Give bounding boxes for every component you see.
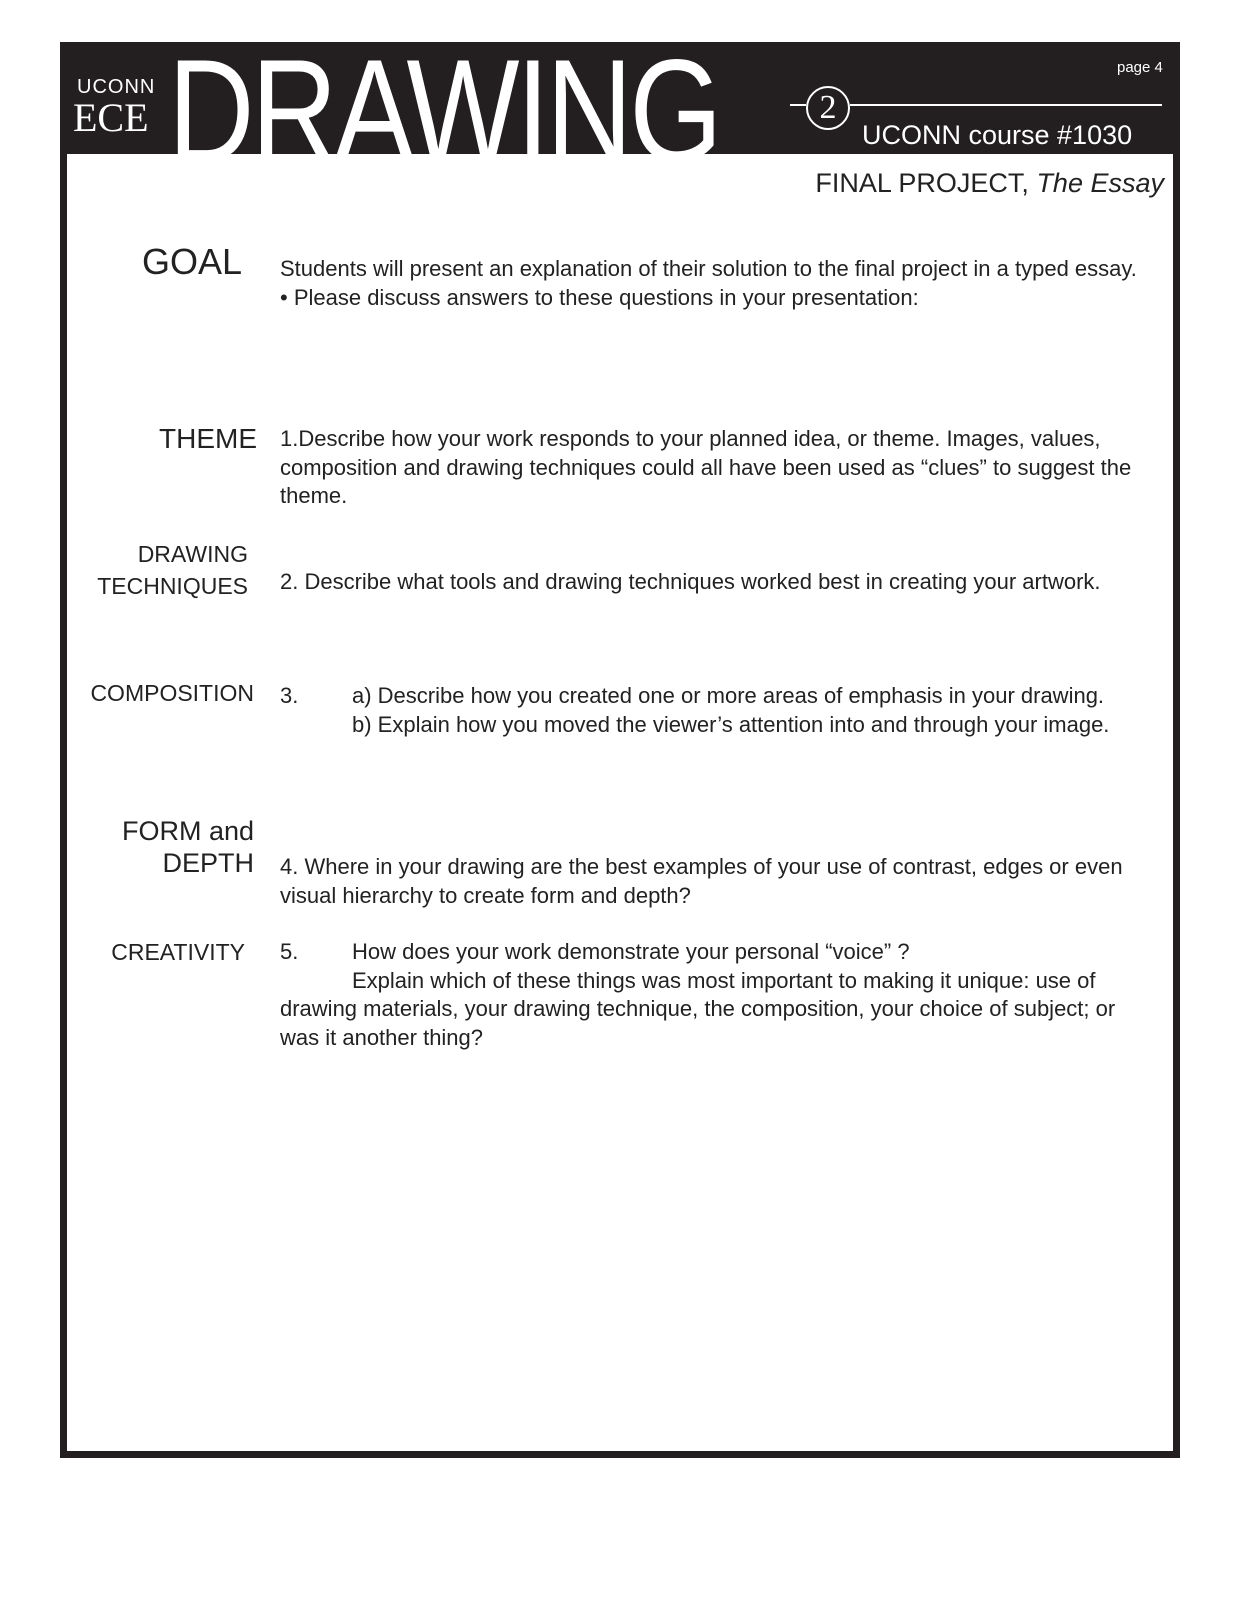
theme-text: 1.Describe how your work responds to your planned idea, or theme. Images, values, composition and drawing techniques could all have been used as “clues” to suggest the theme.: [280, 426, 1132, 508]
label-creativity: CREATIVITY: [111, 939, 245, 965]
label-line: DEPTH: [162, 848, 254, 878]
org-small: UCONN: [77, 76, 156, 98]
label-line: DRAWING: [137, 541, 248, 567]
label-goal: GOAL: [141, 241, 242, 282]
label-line: TECHNIQUES: [97, 573, 248, 599]
label-theme: THEME: [159, 423, 257, 454]
course-number-circle: 2: [806, 86, 850, 130]
divider: [850, 104, 1162, 106]
org-logo: ECE: [73, 95, 149, 140]
goal-line: Students will present an explanation of their solution to the final project in a typed essay.: [280, 256, 1137, 281]
subtitle: [815, 168, 1164, 199]
subtitle-italic: The Essay: [1036, 168, 1164, 198]
divider: [790, 104, 806, 106]
item-number: 5.: [280, 939, 299, 964]
form-depth-text: 4. Where in your drawing are the best examples of your use of contrast, edges or even visual hierarchy to create form and depth?: [280, 854, 1123, 908]
label-composition: COMPOSITION: [90, 680, 254, 706]
item-number: 3.: [280, 683, 299, 708]
composition-text: [280, 682, 1160, 739]
page-number: page 4: [1117, 59, 1163, 76]
item-b: b) Explain how you moved the viewer’s attention into and through your image.: [352, 711, 1110, 737]
subtitle-main: FINAL PROJECT,: [815, 168, 1037, 198]
label-form-depth: [122, 815, 254, 879]
header-title: DRAWING: [168, 29, 720, 192]
label-drawing-techniques: [97, 538, 248, 602]
item-a: a) Describe how you created one or more areas of emphasis in your drawing.: [352, 683, 1105, 708]
goal-line: • Please discuss answers to these questions in your presentation:: [280, 284, 919, 310]
item-b: Explain which of these things was most important to making it unique: use of drawing materials, your drawing technique, the composition, your choice of subject; or was it another thing?: [280, 967, 1116, 1050]
goal-text: [280, 255, 1160, 312]
label-line: FORM and: [121, 816, 254, 846]
techniques-text: 2. Describe what tools and drawing techniques worked best in creating your artwork.: [280, 569, 1101, 594]
item-a: How does your work demonstrate your personal “voice” ?: [352, 939, 910, 964]
creativity-text: [280, 938, 1160, 1052]
course-label: UCONN course #1030: [862, 120, 1133, 150]
